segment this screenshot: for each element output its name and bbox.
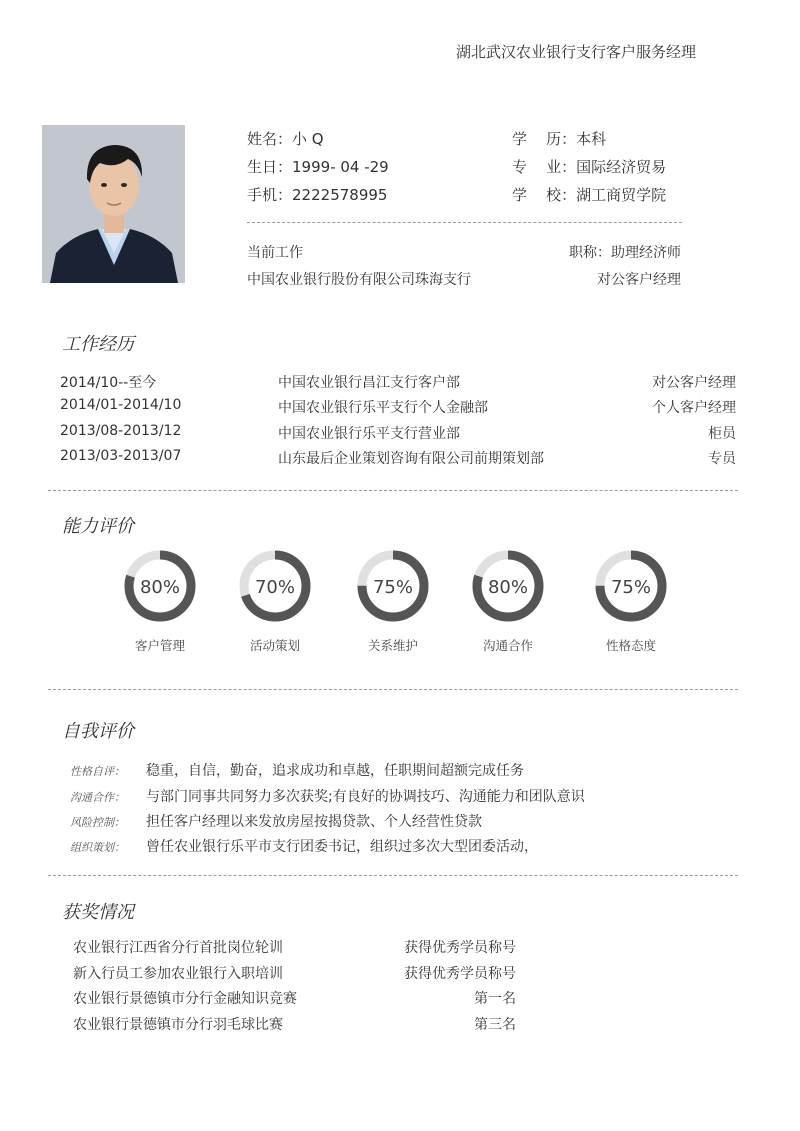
awards-section-title: 获奖情况 — [62, 902, 134, 923]
skill-ring — [122, 548, 198, 654]
work-org: 中国农业银行乐平支行个人金融部 — [278, 400, 488, 416]
skill-label: 性格态度 — [605, 638, 656, 653]
skill-percent: 80% — [139, 577, 181, 598]
self-eval-item — [70, 836, 538, 856]
work-period: 2013/03-2013/07 — [60, 448, 182, 464]
name-line — [247, 128, 324, 149]
skill-label: 客户管理 — [134, 638, 185, 653]
current-position: 对公客户经理 — [597, 272, 681, 288]
birth-line — [247, 156, 389, 177]
skill-percent: 75% — [372, 577, 414, 598]
title-rank: 职称：助理经济师 — [569, 245, 681, 261]
avatar-illustration — [42, 125, 185, 283]
skill-label: 关系维护 — [367, 638, 418, 653]
work-role: 专员 — [708, 451, 736, 467]
skills-section-title: 能力评价 — [62, 516, 134, 537]
skill-ring — [355, 548, 431, 654]
major-value: 国际经济贸易 — [576, 158, 667, 176]
progress-ring — [122, 548, 198, 624]
birth-label: 生日： — [247, 158, 293, 176]
award-event: 农业银行景德镇市分行羽毛球比赛 — [73, 1017, 283, 1033]
current-company: 中国农业银行股份有限公司珠海支行 — [247, 272, 471, 288]
award-result: 第一名 — [474, 991, 516, 1007]
skill-label: 活动策划 — [249, 638, 300, 653]
section-divider — [48, 875, 738, 876]
edu-value: 本科 — [576, 130, 607, 148]
work-org: 中国农业银行昌江支行客户部 — [278, 375, 460, 391]
self-eval-text: 曾任农业银行乐平市支行团委书记，组织过多次大型团委活动， — [146, 839, 538, 855]
progress-ring — [355, 548, 431, 624]
name-label: 姓名： — [247, 130, 293, 148]
school-label: 学 校： — [512, 186, 577, 204]
work-period: 2014/10--至今 — [60, 375, 157, 391]
edu-label: 学 历： — [512, 130, 577, 148]
birth-value: 1999- 04 -29 — [292, 158, 389, 176]
self-eval-key: 风险控制： — [70, 816, 125, 829]
work-org: 中国农业银行乐平支行营业部 — [278, 426, 460, 442]
self-eval-text: 与部门同事共同努力多次获奖;有良好的协调技巧、沟通能力和团队意识 — [146, 789, 585, 805]
work-role: 柜员 — [708, 426, 736, 442]
award-result: 第三名 — [474, 1017, 516, 1033]
phone-label: 手机： — [247, 186, 293, 204]
skill-percent: 75% — [610, 577, 652, 598]
work-org: 山东最后企业策划咨询有限公司前期策划部 — [278, 451, 544, 467]
work-period: 2013/08-2013/12 — [60, 423, 182, 439]
work-role: 对公客户经理 — [652, 375, 736, 391]
self-eval-key: 性格自评： — [70, 765, 125, 778]
award-result: 获得优秀学员称号 — [404, 966, 516, 982]
skill-ring — [593, 548, 669, 654]
skill-ring — [470, 548, 546, 654]
major-label: 专 业： — [512, 158, 577, 176]
section-divider — [48, 490, 738, 491]
award-event: 农业银行江西省分行首批岗位轮训 — [73, 940, 283, 956]
profile-photo — [42, 125, 185, 283]
self-eval-text: 担任客户经理以来发放房屋按揭贷款、个人经营性贷款 — [146, 814, 482, 830]
edu-line — [512, 128, 606, 149]
school-line — [512, 184, 666, 205]
self-eval-key: 沟通合作： — [70, 791, 125, 804]
self-eval-item — [70, 786, 585, 806]
self-eval-item — [70, 760, 524, 780]
work-role: 个人客户经理 — [652, 400, 736, 416]
skill-label: 沟通合作 — [482, 638, 533, 653]
major-line — [512, 156, 666, 177]
current-job-label: 当前工作 — [247, 245, 303, 261]
award-result: 获得优秀学员称号 — [404, 940, 516, 956]
skill-percent: 70% — [254, 577, 296, 598]
progress-ring — [593, 548, 669, 624]
award-event: 农业银行景德镇市分行金融知识竞赛 — [73, 991, 297, 1007]
school-value: 湖工商贸学院 — [576, 186, 667, 204]
phone-value: 2222578995 — [292, 186, 388, 204]
section-divider — [48, 689, 738, 690]
self-eval-section-title: 自我评价 — [62, 721, 134, 742]
skill-percent: 80% — [487, 577, 529, 598]
self-eval-key: 组织策划： — [70, 841, 125, 854]
award-event: 新入行员工参加农业银行入职培训 — [73, 966, 283, 982]
resume-title: 湖北武汉农业银行支行客户服务经理 — [455, 43, 696, 61]
progress-ring — [237, 548, 313, 624]
work-section-title: 工作经历 — [62, 334, 134, 355]
self-eval-item — [70, 811, 482, 831]
profile-divider — [247, 222, 682, 223]
self-eval-text: 稳重，自信，勤奋，追求成功和卓越，任职期间超额完成任务 — [146, 763, 524, 779]
skill-ring — [237, 548, 313, 654]
phone-line — [247, 184, 387, 205]
progress-ring — [470, 548, 546, 624]
name-value: 小 Q — [292, 130, 324, 148]
work-period: 2014/01-2014/10 — [60, 397, 182, 413]
